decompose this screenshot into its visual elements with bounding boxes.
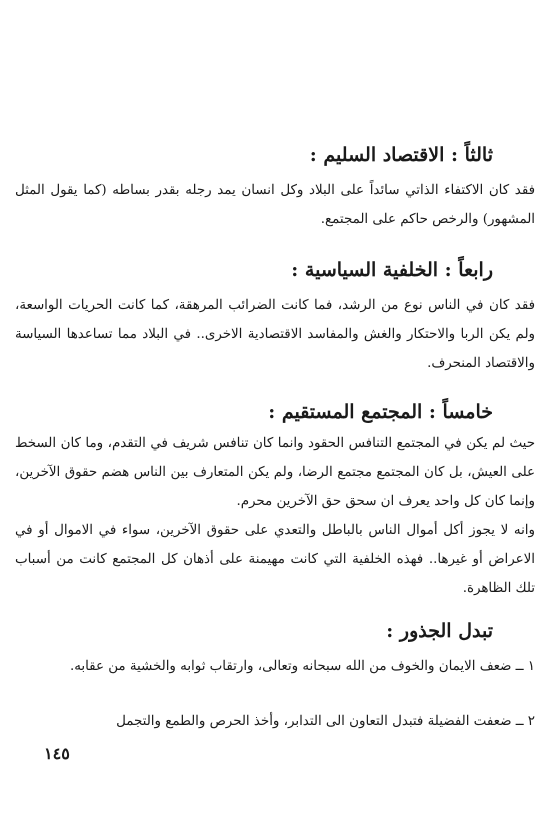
section-paragraph-economy: فقد كان الاكتفاء الذاتي سائداً على البلاد وكل انسان يمد رجله بقدر بساطه (كما يقول المثل المشهور) والرخص حاكم على المجتمع.: [15, 183, 535, 227]
section-paragraph-society-1: حيث لم يكن في المجتمع التنافس الحقود وانما كان تنافس شريف في التقدم، وما كان السخط على العيش، بل كان المجتمع مجتمع الرضا، ولم يكن المتعارف بين الناس هضم حقوق الآخرين، وإنما كان كل واحد يعرف ان سحق حق الآخرين محرم.: [15, 436, 535, 509]
section-heading-society: خامساً : المجتمع المستقيم :: [268, 401, 493, 423]
section-heading-change: تبدل الجذور :: [386, 620, 493, 642]
section-paragraph-society-2: وانه لا يجوز أكل أموال الناس بالباطل والتعدي على حقوق الآخرين، سواء في الاموال أو في الاعراض أو غيرها.. فهذه الخلفية التي كانت مهيمنة على أذهان كل المجتمع كانت من أسباب تلك الظاهرة.: [15, 523, 535, 596]
section-heading-politics: رابعاً : الخلفية السياسية :: [291, 259, 493, 281]
section-paragraph-politics: فقد كان في الناس نوع من الرشد، فما كانت الضرائب المرهقة، كما كانت الحريات الواسعة، ولم يكن الربا والاحتكار والغش والمفاسد الاقتصادية الاخرى.. في البلاد مما تساعدها السياسة والاقتصاد المنحرف.: [15, 298, 535, 371]
page-number: ١٤٥: [44, 744, 70, 763]
list-item-2: ٢ ــ ضعفت الفضيلة فتبدل التعاون الى التدابر، وأخذ الحرص والطمع والتجمل: [116, 714, 535, 729]
section-heading-economy: ثالثاً : الاقتصاد السليم :: [309, 144, 493, 166]
list-item-1: ١ ــ ضعف الايمان والخوف من الله سبحانه وتعالى، وارتقاب ثوابه والخشية من عقابه.: [69, 659, 535, 674]
